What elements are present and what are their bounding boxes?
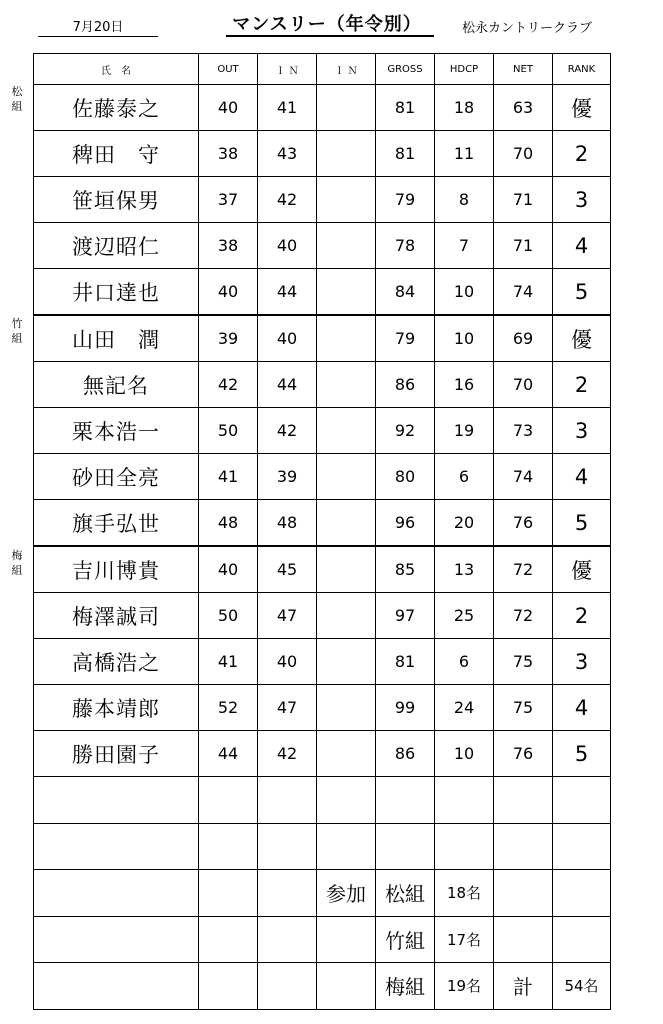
score-net: 75 [494, 639, 553, 685]
date: 7月20日 [72, 20, 124, 35]
player-name: 山田 潤 [34, 315, 199, 362]
table-row [34, 223, 611, 269]
score-in: 43 [258, 131, 317, 177]
score-out: 44 [199, 731, 258, 777]
score-in: 47 [258, 593, 317, 639]
player-rank: 4 [553, 454, 611, 500]
score-net: 75 [494, 685, 553, 731]
score-net: 71 [494, 177, 553, 223]
score-gross: 86 [376, 362, 435, 408]
player-name: 笹垣保男 [34, 177, 199, 223]
score-net: 69 [494, 315, 553, 362]
player-name: 井口達也 [34, 269, 199, 316]
player-name: 砂田全亮 [34, 454, 199, 500]
score-gross: 81 [376, 85, 435, 131]
header-row [34, 54, 611, 85]
player-name: 藤本靖郎 [34, 685, 199, 731]
empty-row [34, 777, 611, 824]
score-net: 72 [494, 546, 553, 593]
player-name: 稗田 守 [34, 131, 199, 177]
matsu-count: 18名 [435, 870, 494, 917]
group-label-ume: 梅 組 [11, 549, 23, 577]
score-hdcp: 8 [435, 177, 494, 223]
score-out: 52 [199, 685, 258, 731]
ume-count: 19名 [435, 963, 494, 1010]
score-in: 41 [258, 85, 317, 131]
col-header-in-2: Ｉ Ｎ [317, 54, 376, 85]
score-in: 42 [258, 731, 317, 777]
score-hdcp: 6 [435, 639, 494, 685]
score-gross: 92 [376, 408, 435, 454]
score-in-2 [317, 454, 376, 500]
col-header-hdcp: HDCP [435, 54, 494, 85]
col-header-out: OUT [199, 54, 258, 85]
table-row [34, 131, 611, 177]
score-in: 39 [258, 454, 317, 500]
score-out: 42 [199, 362, 258, 408]
score-net: 63 [494, 85, 553, 131]
score-in: 42 [258, 408, 317, 454]
player-name: 無記名 [34, 362, 199, 408]
player-rank: 4 [553, 685, 611, 731]
player-name: 渡辺昭仁 [34, 223, 199, 269]
score-in-2 [317, 85, 376, 131]
score-hdcp: 13 [435, 546, 494, 593]
score-out: 48 [199, 500, 258, 547]
col-header-net: NET [494, 54, 553, 85]
score-in: 44 [258, 269, 317, 316]
score-out: 50 [199, 593, 258, 639]
col-header-gross: GROSS [376, 54, 435, 85]
ume-label: 梅組 [376, 963, 435, 1010]
score-hdcp: 10 [435, 731, 494, 777]
score-out: 40 [199, 85, 258, 131]
score-hdcp: 11 [435, 131, 494, 177]
score-in-2 [317, 593, 376, 639]
score-in-2 [317, 639, 376, 685]
player-rank: 5 [553, 269, 611, 316]
col-header-name: 氏 名 [34, 54, 199, 85]
score-net: 71 [494, 223, 553, 269]
total-count: 54名 [553, 963, 611, 1010]
player-rank: 優 [553, 85, 611, 131]
club-name: 松永カントリークラブ [462, 21, 593, 36]
score-gross: 79 [376, 177, 435, 223]
score-hdcp: 19 [435, 408, 494, 454]
score-table [33, 53, 611, 1010]
score-in: 45 [258, 546, 317, 593]
participation-row-matsu [34, 870, 611, 917]
score-hdcp: 6 [435, 454, 494, 500]
score-out: 38 [199, 223, 258, 269]
score-out: 41 [199, 454, 258, 500]
score-in-2 [317, 269, 376, 316]
table-row [34, 315, 611, 362]
score-in: 42 [258, 177, 317, 223]
score-gross: 97 [376, 593, 435, 639]
score-in-2 [317, 731, 376, 777]
score-hdcp: 24 [435, 685, 494, 731]
score-out: 38 [199, 131, 258, 177]
player-name: 旗手弘世 [34, 500, 199, 547]
matsu-label: 松組 [376, 870, 435, 917]
score-gross: 96 [376, 500, 435, 547]
player-rank: 5 [553, 731, 611, 777]
player-rank: 優 [553, 315, 611, 362]
score-net: 76 [494, 731, 553, 777]
score-hdcp: 10 [435, 315, 494, 362]
score-in: 40 [258, 223, 317, 269]
score-in-2 [317, 315, 376, 362]
score-net: 72 [494, 593, 553, 639]
table-row [34, 408, 611, 454]
title-underline [226, 35, 434, 37]
score-in: 40 [258, 639, 317, 685]
player-name: 勝田園子 [34, 731, 199, 777]
table-row [34, 177, 611, 223]
score-hdcp: 18 [435, 85, 494, 131]
player-rank: 3 [553, 177, 611, 223]
score-out: 50 [199, 408, 258, 454]
group-label-take: 竹 組 [11, 317, 23, 345]
score-out: 37 [199, 177, 258, 223]
score-hdcp: 10 [435, 269, 494, 316]
table-row [34, 546, 611, 593]
table-row [34, 500, 611, 547]
score-in: 40 [258, 315, 317, 362]
summary-body [34, 777, 611, 1010]
player-rank: 2 [553, 131, 611, 177]
table-row [34, 362, 611, 408]
score-net: 76 [494, 500, 553, 547]
score-in-2 [317, 177, 376, 223]
page-title: マンスリー（年令別） [232, 14, 422, 35]
group-label-matsu: 松 組 [11, 85, 23, 113]
take-label: 竹組 [376, 916, 435, 963]
score-out: 40 [199, 546, 258, 593]
score-hdcp: 25 [435, 593, 494, 639]
score-net: 74 [494, 269, 553, 316]
score-net: 70 [494, 362, 553, 408]
score-gross: 84 [376, 269, 435, 316]
score-net: 74 [494, 454, 553, 500]
score-in-2 [317, 685, 376, 731]
score-in-2 [317, 131, 376, 177]
score-out: 41 [199, 639, 258, 685]
player-name: 高橋浩之 [34, 639, 199, 685]
take-count: 17名 [435, 916, 494, 963]
score-out: 40 [199, 269, 258, 316]
player-rank: 3 [553, 408, 611, 454]
score-gross: 78 [376, 223, 435, 269]
score-in-2 [317, 546, 376, 593]
score-in-2 [317, 362, 376, 408]
empty-row [34, 823, 611, 870]
player-rank: 2 [553, 362, 611, 408]
participation-row-take [34, 916, 611, 963]
total-label: 計 [494, 963, 553, 1010]
score-gross: 81 [376, 639, 435, 685]
score-body [34, 85, 611, 777]
score-in: 44 [258, 362, 317, 408]
score-in-2 [317, 223, 376, 269]
player-rank: 4 [553, 223, 611, 269]
score-gross: 99 [376, 685, 435, 731]
score-out: 39 [199, 315, 258, 362]
score-in: 48 [258, 500, 317, 547]
score-in-2 [317, 408, 376, 454]
score-net: 73 [494, 408, 553, 454]
participation-row-ume [34, 963, 611, 1010]
score-hdcp: 7 [435, 223, 494, 269]
player-name: 梅澤誠司 [34, 593, 199, 639]
score-hdcp: 20 [435, 500, 494, 547]
player-rank: 5 [553, 500, 611, 547]
table-row [34, 85, 611, 131]
score-gross: 79 [376, 315, 435, 362]
table-row [34, 269, 611, 316]
table-row [34, 454, 611, 500]
score-gross: 81 [376, 131, 435, 177]
date-underline [38, 36, 158, 37]
score-gross: 86 [376, 731, 435, 777]
player-rank: 3 [553, 639, 611, 685]
player-rank: 優 [553, 546, 611, 593]
table-row [34, 731, 611, 777]
player-name: 吉川博貴 [34, 546, 199, 593]
player-rank: 2 [553, 593, 611, 639]
score-gross: 80 [376, 454, 435, 500]
player-name: 佐藤泰之 [34, 85, 199, 131]
col-header-rank: RANK [553, 54, 611, 85]
score-in-2 [317, 500, 376, 547]
score-gross: 85 [376, 546, 435, 593]
table-row [34, 593, 611, 639]
score-net: 70 [494, 131, 553, 177]
participation-label: 参加 [317, 870, 376, 917]
table-row [34, 639, 611, 685]
col-header-in: Ｉ Ｎ [258, 54, 317, 85]
score-in: 47 [258, 685, 317, 731]
score-hdcp: 16 [435, 362, 494, 408]
player-name: 栗本浩一 [34, 408, 199, 454]
table-row [34, 685, 611, 731]
